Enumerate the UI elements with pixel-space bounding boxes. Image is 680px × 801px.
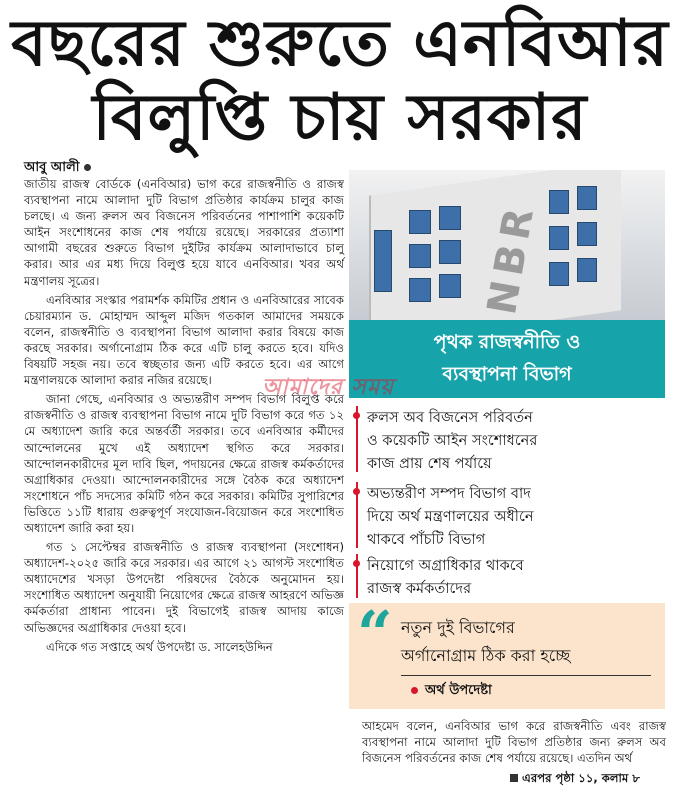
window bbox=[577, 222, 597, 246]
bullet-bar bbox=[356, 482, 358, 548]
byline-author: আবু আলী bbox=[24, 160, 80, 175]
window bbox=[549, 190, 569, 214]
window bbox=[409, 244, 431, 268]
window bbox=[577, 258, 597, 282]
bullet-item bbox=[367, 482, 657, 551]
byline-dot-icon bbox=[84, 164, 91, 171]
headline-line-1: বছরের শুরুতে এনবিআর bbox=[11, 7, 669, 81]
window bbox=[374, 230, 392, 292]
continued-note bbox=[510, 770, 640, 789]
bullet-bar bbox=[356, 406, 358, 472]
bullet-bar bbox=[356, 554, 358, 598]
continued-text: এরপর পৃষ্ঠা ১১, কলাম ৮ bbox=[522, 771, 640, 785]
nbr-sign: NBR bbox=[479, 198, 544, 318]
paragraph: গত ১ সেপ্টেম্বর রাজস্বনীতি ও রাজস্ব ব্যবস্থাপনা (সংশোধন) অধ্যাদেশ-২০২৫ জারি করে সরকার। এর আগে ২১ আগস্ট সংশোধিত অধ্যাদেশের খসড়া উপদেষ্টা পরিষদের বৈঠকে অনুমোদন হয়। সংশোধিত অধ্যাদেশ অনুযায়ী নিয়োগের ক্ষেত্রে রাজস্ব আহরণে অভিজ্ঞ কর্মকর্তারা প্রাধান্য পাবেন। দুই বিভাগেই রাজস্ব আদায় কাজে অভিজ্ঞদের অগ্রাধিকার দেওয়া হবে। bbox=[24, 540, 344, 635]
window bbox=[439, 206, 461, 230]
bullet-line: নিয়োগে অগ্রাধিকার থাকবে bbox=[367, 557, 524, 574]
nbr-building-photo bbox=[349, 170, 665, 320]
pull-quote bbox=[349, 597, 665, 709]
window bbox=[409, 210, 431, 234]
bullet-line: রাজস্ব কর্মকর্তাদের bbox=[367, 580, 472, 597]
source-dot-icon bbox=[411, 687, 418, 694]
paragraph: জানা গেছে, এনবিআর ও অভ্যন্তরীণ সম্পদ বিভাগ বিলুপ্ত করে রাজস্বনীতি ও রাজস্ব ব্যবস্থাপনা বিভাগ নামে দুটি বিভাগ করে গত ১২ মে অধ্যাদেশ জারি করে অন্তর্বর্তী সরকার। তবে এনবিআর কর্মীদের আন্দোলনের মুখে এই অধ্যাদেশ স্থগিত করে সরকার। আন্দোলনকারীদের মূল দাবি ছিল, পদায়নের ক্ষেত্রে রাজস্ব কর্মকর্তাদের অগ্রাধিকার দেওয়া। আন্দোলনকারীদের সঙ্গে বৈঠক করে অধ্যাদেশ সংশোধনে পাঁচ সদস্যের কমিটি গঠন করে সরকার। কমিটির সুপারিশের ভিত্তিতে ১১টি ধারায় গুরুত্বপূর্ণ সংযোজন-বিয়োজন করে সংশোধিত অধ্যাদেশ জারি করা হয়। bbox=[24, 392, 344, 535]
headline-line-2: বিলুপ্তি চায় সরকার bbox=[92, 81, 588, 155]
article-body-left bbox=[24, 176, 344, 658]
highlight-box-title bbox=[349, 320, 665, 398]
bullet-line: অভ্যন্তরীণ সম্পদ বিভাগ বাদ bbox=[367, 485, 531, 502]
quote-divider bbox=[401, 675, 651, 676]
window bbox=[409, 278, 431, 302]
bullet-item bbox=[367, 554, 657, 600]
window bbox=[439, 274, 461, 298]
quote-source: অর্থ উপদেষ্টা bbox=[425, 683, 492, 698]
quote-mark-icon: “ bbox=[357, 597, 393, 670]
bullet-line: থাকবে পাঁচটি বিভাগ bbox=[367, 531, 486, 548]
window bbox=[577, 186, 597, 210]
paragraph: এদিকে গত সপ্তাহে অর্থ উপদেষ্টা ড. সালেহউদ্দিন bbox=[46, 639, 273, 654]
article-body-right bbox=[362, 718, 666, 766]
paragraph: আহমেদ বলেন, এনবিআর ভাগ করে রাজস্বনীতি এবং রাজস্ব ব্যবস্থাপনা নামে আলাদা দুটি বিভাগ প্রতিষ্ঠার জন্য রুলস অব বিজনেস পরিবর্তনের কাজ শেষ পর্যায়ে রয়েছে। এতদিন অর্থ bbox=[362, 719, 666, 766]
quote-line-1: নতুন দুই বিভাগের bbox=[401, 618, 515, 637]
quote-line-2: অর্গানোগ্রাম ঠিক করা হচ্ছে bbox=[401, 646, 571, 665]
paragraph: জাতীয় রাজস্ব বোর্ডকে (এনবিআর) ভাগ করে রাজস্বনীতি ও রাজস্ব ব্যবস্থাপনা নামে আলাদা দুটি বিভাগ প্রতিষ্ঠার কার্যক্রম চালুর কাজ চলছে। এ জন্য রুলস অব বিজনেস পরিবর্তনের পাশাপাশি কয়েকটি আইন সংশোধনের কাজ শেষ পর্যায়ে রয়েছে। সরকারের প্রত্যাশা আগামী বছরের শুরুতে বিভাগ দুইটির কার্যক্রম আলাদাভাবে চালু করার। আর এর মধ্য দিয়ে বিলুপ্ত হয়ে যাবে এনবিআর। খবর অর্থ মন্ত্রণালয় সূত্রের। bbox=[24, 177, 344, 288]
bullet-line: কাজ প্রায় শেষ পর্যায়ে bbox=[367, 455, 492, 472]
watermark: আমাদের সময় bbox=[262, 375, 395, 400]
paragraph: এনবিআর সংস্কার পরামর্শক কমিটির প্রধান ও এনবিআরের সাবেক চেয়ারম্যান ড. মোহাম্মদ আব্দুল মজিদ গতকাল আমাদের সময়কে বলেন, রাজস্বনীতি ও ব্যবস্থাপনা বিভাগ আলাদা করার বিষয়ে কাজ করছে সরকার। অর্গানোগ্রাম ঠিক করে এটি চালু করতে হবে। যদিও বিষয়টি সহজ নয়। তবে স্বচ্ছতার জন্য এটি করতে হবে। এর আগে মন্ত্রণালয়কে আলাদা করার নজির রয়েছে। bbox=[24, 292, 344, 388]
window bbox=[439, 240, 461, 264]
box-title-line-2: ব্যবস্থাপনা বিভাগ bbox=[442, 363, 572, 385]
bullet-item bbox=[367, 406, 657, 475]
window bbox=[549, 226, 569, 250]
window bbox=[549, 262, 569, 286]
box-title-line-1: পৃথক রাজস্বনীতি ও bbox=[433, 331, 581, 353]
bullet-line: দিয়ে অর্থ মন্ত্রণালয়ের অধীনে bbox=[367, 508, 534, 525]
bullet-line: ও কয়েকটি আইন সংশোধনের bbox=[367, 432, 538, 449]
highlight-bullets bbox=[349, 398, 665, 602]
bullet-line: রুলস অব বিজনেস পরিবর্তন bbox=[367, 409, 533, 426]
square-bullet-icon bbox=[510, 774, 518, 782]
